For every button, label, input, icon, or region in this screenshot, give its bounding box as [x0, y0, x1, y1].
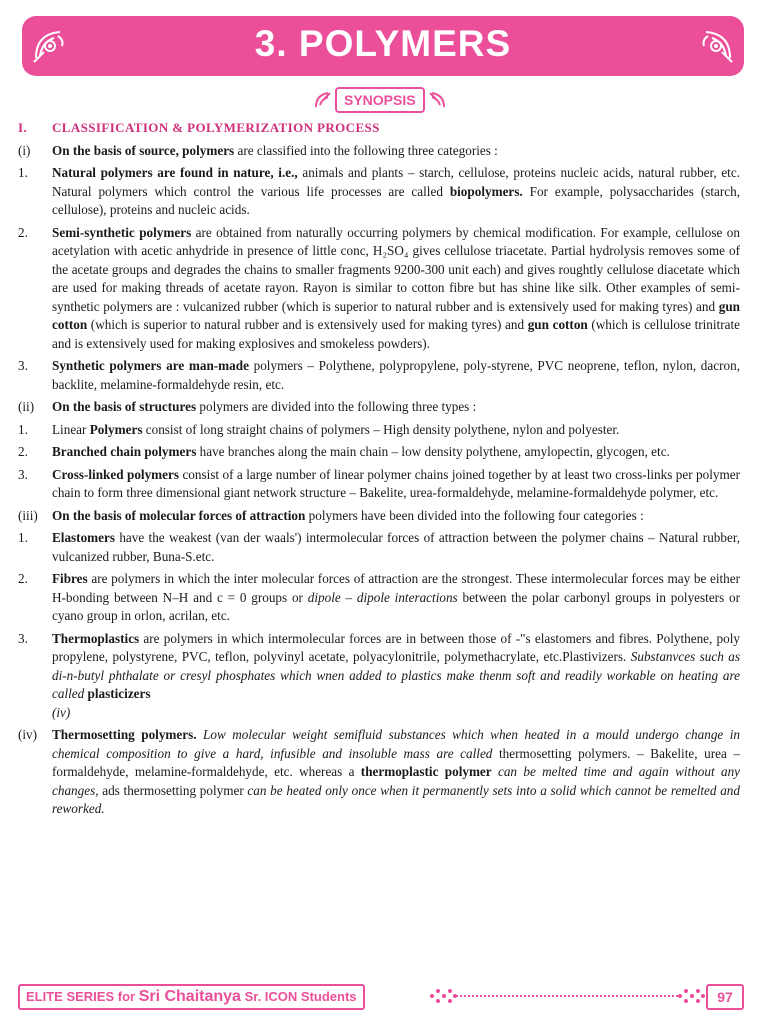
text-run: thermosetting polymers. – Bakelite, urea – formaldehyde, melamine-formaldehyde, etc. whereas a	[52, 745, 740, 779]
text-run: consist of long straight chains of polymers – High density polythene, nylon and polyester.	[142, 421, 620, 437]
item-text	[52, 726, 740, 819]
text-run: polymers – Polythene, polypropylene, poly-styrene, PVC neoprene, teflon, nylon, dacron, backlite, melamine-formaldehyde resin, etc.	[52, 358, 740, 392]
bold-term: On the basis of structures	[52, 399, 197, 414]
item-number: 1.	[18, 421, 28, 437]
italic-term: Substanvces such as di-n-butyl phthalate or cresyl phosphates which wnen added to plastics make thenm soft and readily workable on heating are called	[52, 649, 741, 701]
page-footer	[18, 984, 744, 1008]
list-item-branched	[18, 443, 740, 462]
text-run: are obtained from naturally occurring polymers by chemical modification. For example, cellulose on acetylation with acetic anhydride in presence of little conc, H₂SO₄ gives cellulose triacetate. Partial hydrolysis removes some of the acetate groups and degrades the chains to smaller fragments 9200-300 unit each) and gives roughtly cellulose diacetate which are used for making threads of acetate rayon. Rayon is similar to cotton fibre but has shine like silk. Other examples of semi-synthetic polymers are : vulcanized rubber (which is superior to natural rubber and is extensively used for making tyres) and	[52, 224, 740, 314]
bold-term: Branched chain polymers	[52, 444, 197, 459]
item-number: (i)	[18, 142, 31, 158]
series-suffix: Sr. ICON Students	[240, 989, 357, 1004]
text-run: (which is cellulose trinitrate and is extensively used for making explosives and smokeless powders).	[52, 317, 740, 351]
italic-term: can be heated only once when it permanently sets into a solid which cannot be remelted and reworked.	[52, 782, 740, 816]
text-run: ads thermosetting polymer	[98, 782, 248, 798]
text-run: are classified into the following three categories :	[234, 142, 498, 158]
italic-term: dipole – dipole interactions	[307, 589, 458, 605]
item-text	[52, 507, 740, 526]
item-text	[52, 570, 740, 626]
item-text	[52, 357, 740, 394]
section-heading	[18, 119, 740, 138]
list-item-thermoplastics	[18, 630, 740, 723]
item-text	[52, 142, 740, 161]
bold-term: plasticizers	[87, 686, 151, 701]
item-text	[52, 421, 740, 440]
brand-name: Sri Chaitanya	[138, 988, 241, 1005]
text-run: For example, polysaccharides (starch, cellulose), proteins and nucleic acids.	[52, 183, 740, 217]
bold-term: On the basis of molecular forces of attraction	[52, 507, 306, 523]
dotted-rule	[456, 995, 678, 997]
series-label	[18, 984, 365, 1010]
item-number: 3.	[18, 358, 28, 373]
flourish-icon	[428, 91, 446, 109]
list-item-cross-linked	[18, 466, 740, 503]
bold-term: biopolymers.	[449, 183, 523, 199]
item-text	[52, 630, 740, 723]
list-item-synthetic	[18, 357, 740, 394]
synopsis-label: SYNOPSIS	[335, 87, 425, 113]
item-number: (ii)	[18, 399, 35, 414]
text-run: between the polar carbonyl groups in polyesters or cyano group in orlon, acrilan, etc.	[52, 589, 740, 623]
section-number: I.	[18, 120, 28, 135]
text-run: animals and plants – starch, cellulose, proteins nucleic acids, natural rubber, etc. Natural polymers which control the various life processes are called	[52, 165, 740, 199]
list-item-fibres	[18, 570, 740, 626]
italic-term: can be melted time and again without any changes,	[52, 764, 741, 798]
item-number: 2.	[18, 224, 28, 240]
series-prefix: ELITE SERIES for	[26, 989, 139, 1004]
chapter-title: 3. POLYMERS	[254, 23, 512, 64]
item-number: (iv)	[18, 727, 38, 742]
text-run: (which is superior to natural rubber and is extensively used for making tyres) and	[87, 317, 528, 332]
text-run: have branches along the main chain – low density polythene, amylopectin, glycogen, etc.	[196, 444, 670, 459]
item-number: 3.	[18, 466, 28, 482]
list-item-linear	[18, 421, 740, 440]
bold-term: Semi-synthetic polymers	[52, 224, 192, 240]
bold-term: Natural polymers are found in nature, i.e.,	[52, 165, 298, 180]
italic-term: (iv)	[52, 704, 71, 720]
item-text	[52, 224, 740, 354]
bold-term: Polymers	[89, 421, 143, 437]
bold-term: Synthetic polymers are man-made	[52, 358, 249, 373]
item-text	[52, 398, 740, 417]
text-run: polymers have been divided into the following four categories :	[305, 507, 644, 523]
category-thermosetting	[18, 726, 740, 819]
section-title: CLASSIFICATION & POLYMERIZATION PROCESS	[52, 120, 380, 135]
dot-ornament-icon	[428, 987, 458, 1005]
text-run: polymers are divided into the following three types :	[196, 399, 477, 414]
text-run: have the weakest (van der waals') intermolecular forces of attraction between the polymer chains – Natural rubber, vulcanized rubber, Buna-S.etc.	[52, 530, 740, 564]
item-number: 3.	[18, 630, 28, 646]
text-run: Linear	[52, 421, 90, 437]
bold-term: On the basis of source, polymers	[52, 142, 235, 158]
item-number: 1.	[18, 165, 28, 180]
text-run: consist of a large number of linear polymer chains joined together by at least two cross-links per polymer chain to form three dimensional giant network structure – Bakelite, urea-formaldehyde, melamine-formaldehyde polymer, etc.	[52, 466, 740, 500]
category-source	[18, 142, 740, 161]
chapter-banner	[22, 16, 744, 76]
item-text	[52, 529, 740, 566]
bold-term: thermoplastic polymer	[360, 764, 492, 779]
synopsis-badge	[314, 87, 446, 113]
list-item-elastomers	[18, 529, 740, 566]
list-item-natural	[18, 164, 740, 220]
item-text	[52, 443, 740, 462]
item-number: (iii)	[18, 507, 38, 523]
italic-term: Low molecular weight semifluid substances which when heated in a mould undergo change in chemical composition to give a hard, infusible and insoluble mass are called	[52, 727, 740, 761]
bold-term: Elastomers	[52, 530, 115, 545]
bold-term: Cross-linked polymers	[52, 466, 180, 482]
category-molecular-forces	[18, 507, 740, 526]
dot-ornament-icon	[676, 987, 706, 1005]
category-structures	[18, 398, 740, 417]
list-item-semi-synthetic	[18, 224, 740, 354]
bold-term: Thermosetting polymers.	[52, 727, 197, 742]
item-text	[52, 466, 740, 503]
item-number: 2.	[18, 571, 28, 586]
flourish-icon	[314, 91, 332, 109]
text-run: are polymers in which intermolecular forces are in between those of -"s elastomers and fibres. Polythene, poly propylene, polystyrene, PVC, teflon, polyvinyl acetate, polyacylonitrile, polymethacrylate, etc.Plastivizers.	[52, 630, 740, 664]
synopsis-content	[18, 119, 740, 823]
text-run: are polymers in which the inter molecular forces of attraction are the strongest. These intermolecular forces may be either H-bonding between N–H and c = 0 groups or	[52, 571, 740, 605]
item-text	[52, 164, 740, 220]
bold-term: gun cotton	[527, 317, 588, 332]
bold-term: Thermoplastics	[52, 630, 140, 646]
page-number: 97	[706, 984, 744, 1010]
floral-ornament-icon	[698, 28, 734, 64]
item-number: 1.	[18, 530, 28, 545]
bold-term: gun cotton	[52, 298, 740, 332]
item-number: 2.	[18, 444, 28, 459]
bold-term: Fibres	[52, 571, 88, 586]
